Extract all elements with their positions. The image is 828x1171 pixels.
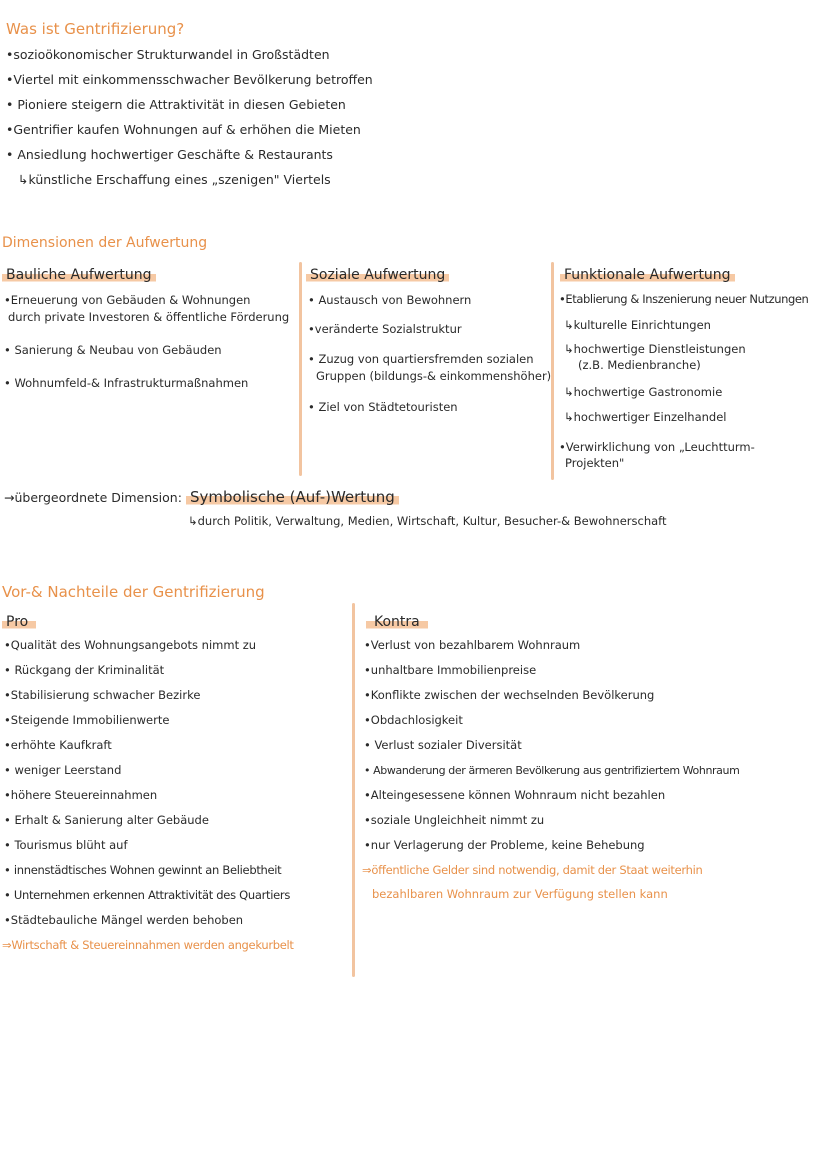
- kontra-conclusion: ⇒öffentliche Gelder sind notwendig, damit der Staat weiterhin: [362, 863, 703, 877]
- kontra-item: •Verlust von bezahlbarem Wohnraum: [364, 638, 581, 652]
- funktionale-item: •Verwirklichung von „Leuchtturm-: [559, 440, 755, 454]
- pro-item: •Qualität des Wohnungsangebots nimmt zu: [4, 638, 257, 652]
- pro-heading: [2, 611, 36, 630]
- kontra-item: •Alteingesessene können Wohnraum nicht bezahlen: [364, 788, 666, 802]
- kontra-item: •Konflikte zwischen der wechselnden Bevölkerung: [364, 688, 655, 702]
- pro-heading-text: Pro: [2, 614, 36, 630]
- funktionale-item: •Etablierung & Inszenierung neuer Nutzungen: [559, 292, 809, 306]
- pro-item: • Erhalt & Sanierung alter Gebäude: [4, 813, 209, 827]
- soziale-item: Gruppen (bildungs-& einkommenshöher): [316, 369, 552, 383]
- funktionale-item: ↳hochwertige Dienstleistungen: [564, 342, 746, 356]
- overarching-label: →übergeordnete Dimension:: [4, 490, 182, 505]
- intro-title: Was ist Gentrifizierung?: [6, 20, 185, 38]
- intro-bullet: • Ansiedlung hochwertiger Geschäfte & Restaurants: [6, 147, 333, 162]
- funktionale-item: ↳hochwertiger Einzelhandel: [564, 410, 727, 424]
- kontra-heading-text: Kontra: [366, 614, 428, 630]
- soziale-heading-text: Soziale Aufwertung: [306, 267, 449, 283]
- soziale-item: • Austausch von Bewohnern: [308, 293, 472, 307]
- intro-sub: ↳künstliche Erschaffung eines „szenigen" Viertels: [18, 172, 331, 187]
- intro-bullet: •sozioökonomischer Strukturwandel in Großstädten: [6, 47, 330, 62]
- kontra-item: • Verlust sozialer Diversität: [364, 738, 522, 752]
- column-divider: [352, 603, 355, 977]
- funktionale-item: (z.B. Medienbranche): [578, 358, 701, 372]
- kontra-item: •soziale Ungleichheit nimmt zu: [364, 813, 545, 827]
- kontra-heading: [366, 611, 428, 630]
- kontra-item: • Abwanderung der ärmeren Bevölkerung aus gentrifiziertem Wohnraum: [364, 764, 740, 777]
- pro-item: • Rückgang der Kriminalität: [4, 663, 165, 677]
- soziale-item: •veränderte Sozialstruktur: [308, 322, 462, 336]
- intro-bullet: •Gentrifier kaufen Wohnungen auf & erhöhen die Mieten: [6, 122, 361, 137]
- symbolic-dimension-text: Symbolische (Auf-)Wertung: [186, 488, 399, 506]
- pro-item: •erhöhte Kaufkraft: [4, 738, 112, 752]
- soziale-item: • Ziel von Städtetouristen: [308, 400, 458, 414]
- proscons-title: Vor-& Nachteile der Gentrifizierung: [2, 583, 265, 601]
- kontra-item: •nur Verlagerung der Probleme, keine Behebung: [364, 838, 645, 852]
- funktionale-item: ↳hochwertige Gastronomie: [564, 385, 723, 399]
- pro-item: • Tourismus blüht auf: [4, 838, 128, 852]
- pro-item: •Stabilisierung schwacher Bezirke: [4, 688, 201, 702]
- kontra-conclusion-cont: bezahlbaren Wohnraum zur Verfügung stellen kann: [372, 887, 668, 901]
- column-divider: [551, 262, 554, 480]
- pro-item: •Städtebauliche Mängel werden behoben: [4, 913, 244, 927]
- pro-item: •höhere Steuereinnahmen: [4, 788, 158, 802]
- bauliche-heading-text: Bauliche Aufwertung: [2, 267, 156, 283]
- intro-bullet: •Viertel mit einkommensschwacher Bevölkerung betroffen: [6, 72, 373, 87]
- symbolic-sub: ↳durch Politik, Verwaltung, Medien, Wirtschaft, Kultur, Besucher-& Bewohnerschaft: [188, 514, 667, 528]
- soziale-heading: [306, 264, 449, 283]
- pro-item: • innenstädtisches Wohnen gewinnt an Beliebtheit: [4, 863, 282, 877]
- bauliche-item: durch private Investoren & öffentliche Förderung: [8, 310, 290, 324]
- symbolic-dimension: [186, 487, 399, 506]
- pro-item: •Steigende Immobilienwerte: [4, 713, 170, 727]
- pro-conclusion: ⇒Wirtschaft & Steuereinnahmen werden angekurbelt: [2, 938, 294, 952]
- funktionale-heading: [560, 264, 735, 283]
- bauliche-item: •Erneuerung von Gebäuden & Wohnungen: [4, 293, 251, 307]
- bauliche-heading: [2, 264, 156, 283]
- bauliche-item: • Sanierung & Neubau von Gebäuden: [4, 343, 222, 357]
- funktionale-item: ↳kulturelle Einrichtungen: [564, 318, 711, 332]
- bauliche-item: • Wohnumfeld-& Infrastrukturmaßnahmen: [4, 376, 249, 390]
- soziale-item: • Zuzug von quartiersfremden sozialen: [308, 352, 534, 366]
- kontra-item: •Obdachlosigkeit: [364, 713, 463, 727]
- pro-item: • weniger Leerstand: [4, 763, 122, 777]
- pro-item: • Unternehmen erkennen Attraktivität des Quartiers: [4, 888, 291, 902]
- column-divider: [299, 262, 302, 476]
- funktionale-heading-text: Funktionale Aufwertung: [560, 267, 735, 283]
- kontra-item: •unhaltbare Immobilienpreise: [364, 663, 537, 677]
- dimensions-title: Dimensionen der Aufwertung: [2, 235, 208, 251]
- intro-bullet: • Pioniere steigern die Attraktivität in diesen Gebieten: [6, 97, 346, 112]
- funktionale-item: Projekten": [565, 456, 625, 470]
